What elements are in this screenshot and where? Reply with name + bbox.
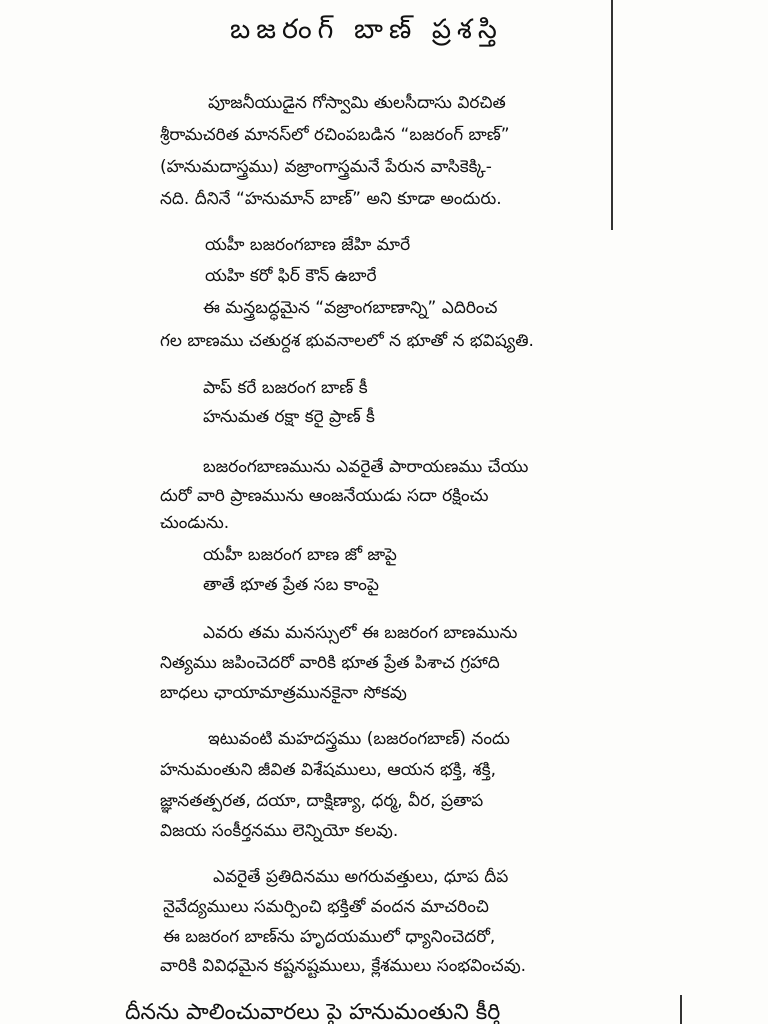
paragraph-5-line-1: ఇటువంటి మహదస్త్రము (బజరంగబాణ్) నందు [208, 729, 510, 749]
paragraph-5-line-2: హనుమంతుని జీవిత విశేషములు, ఆయన భక్తి, శక్తి, [160, 760, 497, 780]
paragraph-1-line-2: శ్రీరామచరిత మానస్‌లో రచింపబడిన “బజరంగ్ బాణ్” [160, 125, 510, 145]
paragraph-3-line-2: దురో వారి ప్రాణమును ఆంజనేయుడు సదా రక్షించు [160, 486, 489, 506]
paragraph-1-line-1: పూజనీయుడైన గోస్వామి తులసీదాసు విరచిత [208, 93, 506, 113]
paragraph-4-line-1: ఎవరు తమ మనస్సులో ఈ బజరంగ బాణమును [203, 623, 518, 643]
verse-3-line-1: యహీ బజరంగ బాణ జో జాపై [203, 545, 397, 565]
paragraph-4-line-2: నిత్యము జపించెదరో వారికి భూత ప్రేత పిశాచ గ్రహాది [160, 653, 500, 673]
paragraph-2-line-1: ఈ మన్త్రబద్ధమైన “వజ్రాంగబాణాన్ని” ఎదిరించ [203, 298, 498, 318]
verse-3-line-2: తాతే భూత ప్రేత సబ కాంపై [203, 575, 380, 595]
verse-2-line-2: హనుమత రక్షా కరై ప్రాణ్ కీ [203, 407, 375, 427]
paragraph-6-line-3: ఈ బజరంగ బాణ్‌ను హృదయములో ధ్యానించెదరో, [163, 927, 496, 947]
paragraph-4-line-3: బాధలు ఛాయామాత్రమునకైనా సోకవు [160, 683, 407, 703]
paragraph-2-line-2: గల బాణము చతుర్దశ భువనాలలో న భూతో న భవిష్యతి. [160, 331, 534, 351]
cut-off-text-line: దీనను పాలించువారలు పై హనుమంతుని కీర్తి [125, 1000, 501, 1024]
verse-2-line-1: పాప్ కరే బజరంగ బాణ్ కీ [203, 378, 368, 398]
paragraph-6-line-1: ఎవరైతే ప్రతిదినము అగరువత్తులు, ధూప దీప [213, 867, 509, 887]
verse-1-line-1: యహీ బజరంగబాణ జేహి మారే [205, 235, 411, 255]
page-title: బజరంగ్ బాణ్ ప్రశస్తి [230, 14, 503, 45]
paragraph-6-line-2: నైవేద్యములు సమర్పించి భక్తితో వందన మాచరించి [163, 897, 489, 917]
paragraph-5-line-4: విజయ సంకీర్తనము లెన్నియో కలవు. [160, 821, 399, 841]
paragraph-1-line-3: (హనుమదాస్త్రము) వజ్రాంగాస్త్రమనే పేరున వాసికెక్కి- [160, 157, 492, 177]
verse-1-line-2: యహి కరో ఫిర్ కౌన్ ఉబారే [205, 266, 377, 286]
paragraph-6-line-4: వారికి వివిధమైన కష్టనష్టములు, క్లేశములు సంభవించవు. [160, 956, 527, 976]
paragraph-3-line-1: బజరంగబాణమును ఎవరైతే పారాయణము చేయు [203, 457, 529, 477]
page-edge-line-top-right [611, 0, 613, 230]
paragraph-1-line-4: నది. దీనినే “హనుమాన్ బాణ్” అని కూడా అందురు. [160, 189, 502, 209]
paragraph-5-line-3: జ్ఞానతత్పరత, దయా, దాక్షిణ్యా, ధర్మ, వీర, ప్రతాప [160, 791, 484, 811]
paragraph-3-line-3: చుండును. [160, 513, 230, 533]
